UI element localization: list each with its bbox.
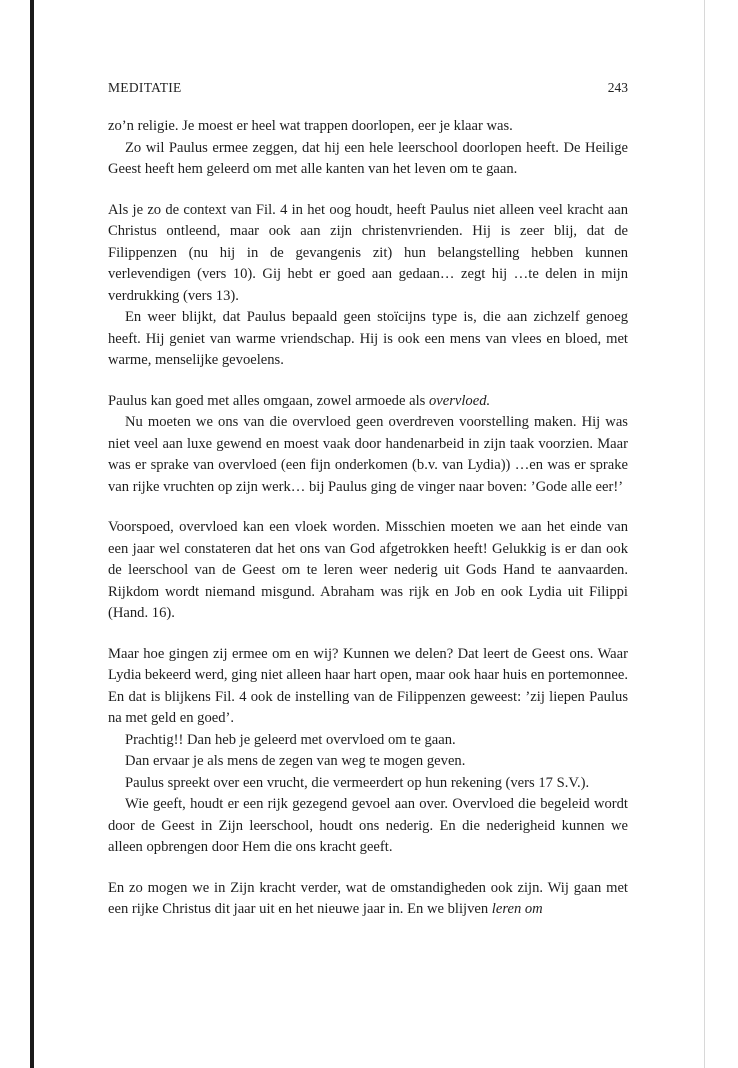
paragraph — [108, 878, 628, 921]
paragraph-text: Paulus kan goed met alles omgaan, zowel armoede als — [108, 392, 429, 409]
paragraph: Prachtig!! Dan heb je geleerd met overvloed om te gaan. — [125, 731, 456, 748]
italic-text: leren om — [491, 901, 543, 917]
running-header — [108, 80, 628, 98]
page-right-edge — [704, 0, 705, 1068]
paragraph: Dan ervaar je als mens de zegen van weg te mogen geven. — [125, 753, 466, 769]
paragraph: Wie geeft, houdt er een rijk gezegend gevoel aan over. Overvloed die begeleid wordt door de Geest in Zijn leerschool, houdt ons nederig. En die nederigheid kunnen we alleen opbrengen door Hem die ons kracht geeft. — [108, 796, 628, 855]
paragraph: Paulus spreekt over een vrucht, die vermeerdert op hun rekening (vers 17 S.V.). — [125, 774, 590, 791]
italic-text: overvloed. — [428, 392, 491, 409]
running-title: MEDITATIE — [108, 80, 182, 95]
paragraph: Maar hoe gingen zij ermee om en wij? Kunnen we delen? Dat leert de Geest ons. Waar Lydia bekeerd werd, ging niet alleen haar hart open, maar ook haar huis en portemonnee. En dat is blijkens Fil. 4 ook de instelling van de Filippenzen geweest: ’zij liepen Paulus na met geld en goed’. — [108, 645, 628, 726]
page-number: 243 — [607, 80, 628, 95]
page-binding-edge — [30, 0, 34, 1068]
paragraph-text: En zo mogen we in Zijn kracht verder, wat de omstandigheden ook zijn. Wij gaan met een rijke Christus dit jaar uit en het nieuwe jaar in. En we blijven — [108, 879, 628, 917]
paragraph: Nu moeten we ons van die overvloed geen overdreven voorstelling maken. Hij was niet veel aan luxe gewend en moest vaak door handenarbeid in zijn taak voorzien. Maar was er sprake van overvloed (een fijn onderkomen (b.v. van Lydia)) …en was er sprake van rijke vruchten op zijn werk… bij Paulus ging de vinger naar boven: ’Gode alle eer!’ — [108, 414, 628, 495]
paragraph: En weer blijkt, dat Paulus bepaald geen stoïcijns type is, die aan zichzelf genoeg heeft. Hij geniet van warme vriendschap. Hij is ook een mens van vlees en bloed, met warme, menselijke gevoelens. — [108, 309, 628, 368]
paragraph: Zo wil Paulus ermee zeggen, dat hij een hele leerschool doorlopen heeft. De Heilige Geest heeft hem geleerd om met alle kanten van het leven om te gaan. — [108, 139, 628, 177]
paragraph — [108, 391, 628, 413]
paragraph: Voorspoed, overvloed kan een vloek worden. Misschien moeten we aan het einde van een jaar wel constateren dat het ons van God afgetrokken heeft! Gelukkig is er dan ook de leerschool van de Geest om te leren weer nederig uit Gods Hand te aanvaarden. Rijkdom wordt niemand misgund. Abraham was rijk en Job en ook Lydia uit Filippi (Hand. 16). — [108, 519, 628, 621]
body-text — [108, 116, 628, 921]
paragraph: Als je zo de context van Fil. 4 in het oog houdt, heeft Paulus niet alleen veel kracht aan Christus ontleend, maar ook aan zijn christenvrienden. Hij is zeer blij, dat de Filippenzen (nu hij in de gevangenis zit) hun belangstelling hebben kunnen verlevendigen (vers 10). Gij hebt er goed aan gedaan… zegt hij …te delen in mijn verdrukking (vers 13). — [108, 201, 628, 304]
paragraph: zo’n religie. Je moest er heel wat trappen doorlopen, eer je klaar was. — [108, 118, 513, 134]
